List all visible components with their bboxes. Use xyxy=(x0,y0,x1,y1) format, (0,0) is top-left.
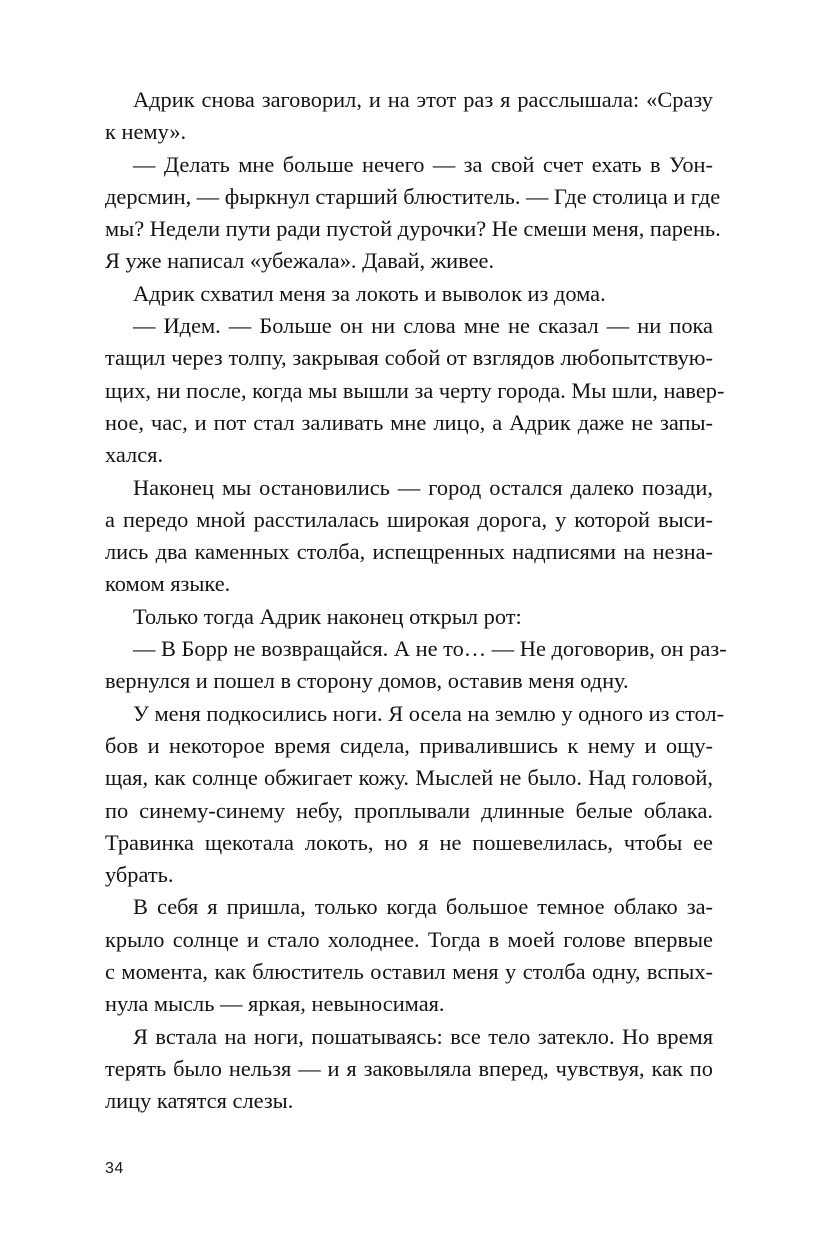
text-line: В себя я пришла, только когда большое темное облако за- xyxy=(133,894,713,920)
text-line: щая, как солнце обжигает кожу. Мыслей не было. Над головой, xyxy=(105,765,713,791)
paragraph xyxy=(105,149,721,278)
text-line: — Делать мне больше нечего — за свой счет ехать в Уон- xyxy=(133,151,713,177)
text-line: нула мысль — яркая, невыносимая. xyxy=(105,991,445,1017)
text-line: по синему-синему небу, проплывали длинные белые облака. xyxy=(105,797,713,823)
paragraph xyxy=(105,1021,713,1118)
text-line: Я встала на ноги, пошатываясь: все тело затекло. Но время xyxy=(133,1023,713,1049)
page-body xyxy=(105,84,727,1118)
text-line: убрать. xyxy=(105,862,174,888)
paragraph xyxy=(105,633,727,698)
text-line: бов и некоторое время сидела, привалившись к нему и ощу- xyxy=(105,732,713,758)
text-line: щих, ни после, когда мы вышли за черту города. Мы шли, навер- xyxy=(105,377,725,403)
paragraph xyxy=(105,601,713,633)
paragraph xyxy=(105,84,713,149)
text-line: — В Борр не возвращайся. А не то… — Не договорив, он раз- xyxy=(133,636,727,662)
text-line: крыло солнце и стало холоднее. Тогда в моей голове впервые xyxy=(105,926,713,952)
paragraph xyxy=(105,698,725,892)
text-line: тащил через толпу, закрывая собой от взглядов любопытствую- xyxy=(105,345,713,371)
text-line: Наконец мы остановились — город остался далеко позади, xyxy=(133,474,713,500)
text-line: с момента, как блюститель оставил меня у столба одну, вспых- xyxy=(105,959,713,985)
text-line: Адрик схватил меня за локоть и выволок из дома. xyxy=(133,280,606,306)
text-line: лицу катятся слезы. xyxy=(105,1088,294,1114)
text-line: Адрик снова заговорил, и на этот раз я расслышала: «Сразу xyxy=(133,87,713,112)
text-line: мы? Недели пути ради пустой дурочки? Не смеши меня, парень. xyxy=(105,216,721,242)
text-line: — Идем. — Больше он ни слова мне не сказал — ни пока xyxy=(133,313,713,339)
paragraph xyxy=(105,891,713,1020)
text-line: вернулся и пошел в сторону домов, оставив меня одну. xyxy=(105,668,629,694)
text-line: а передо мной расстилалась широкая дорога, у которой выси- xyxy=(105,506,713,532)
text-line: У меня подкосились ноги. Я осела на землю у одного из стол- xyxy=(133,700,725,726)
text-line: Я уже написал «убежала». Давай, живее. xyxy=(105,248,495,274)
text-line: комом языке. xyxy=(105,571,231,597)
text-line: Только тогда Адрик наконец открыл рот: xyxy=(133,603,522,629)
text-line: Травинка щекотала локоть, но я не пошевелилась, чтобы ее xyxy=(105,829,713,855)
text-line: ное, час, и пот стал заливать мне лицо, а Адрик даже не запы- xyxy=(105,409,713,435)
paragraph xyxy=(105,472,713,601)
paragraph xyxy=(105,278,713,310)
text-line: лись два каменных столба, испещренных надписями на незна- xyxy=(105,539,713,565)
page-number: 34 xyxy=(105,1160,124,1177)
text-line: терять было нельзя — и я заковыляла вперед, чувствуя, как по xyxy=(105,1055,713,1081)
text-line: хался. xyxy=(105,442,164,468)
paragraph xyxy=(105,310,725,471)
text-line: дерсмин, — фыркнул старший блюститель. — Где столица и где xyxy=(105,183,721,209)
text-line: к нему». xyxy=(105,119,187,145)
